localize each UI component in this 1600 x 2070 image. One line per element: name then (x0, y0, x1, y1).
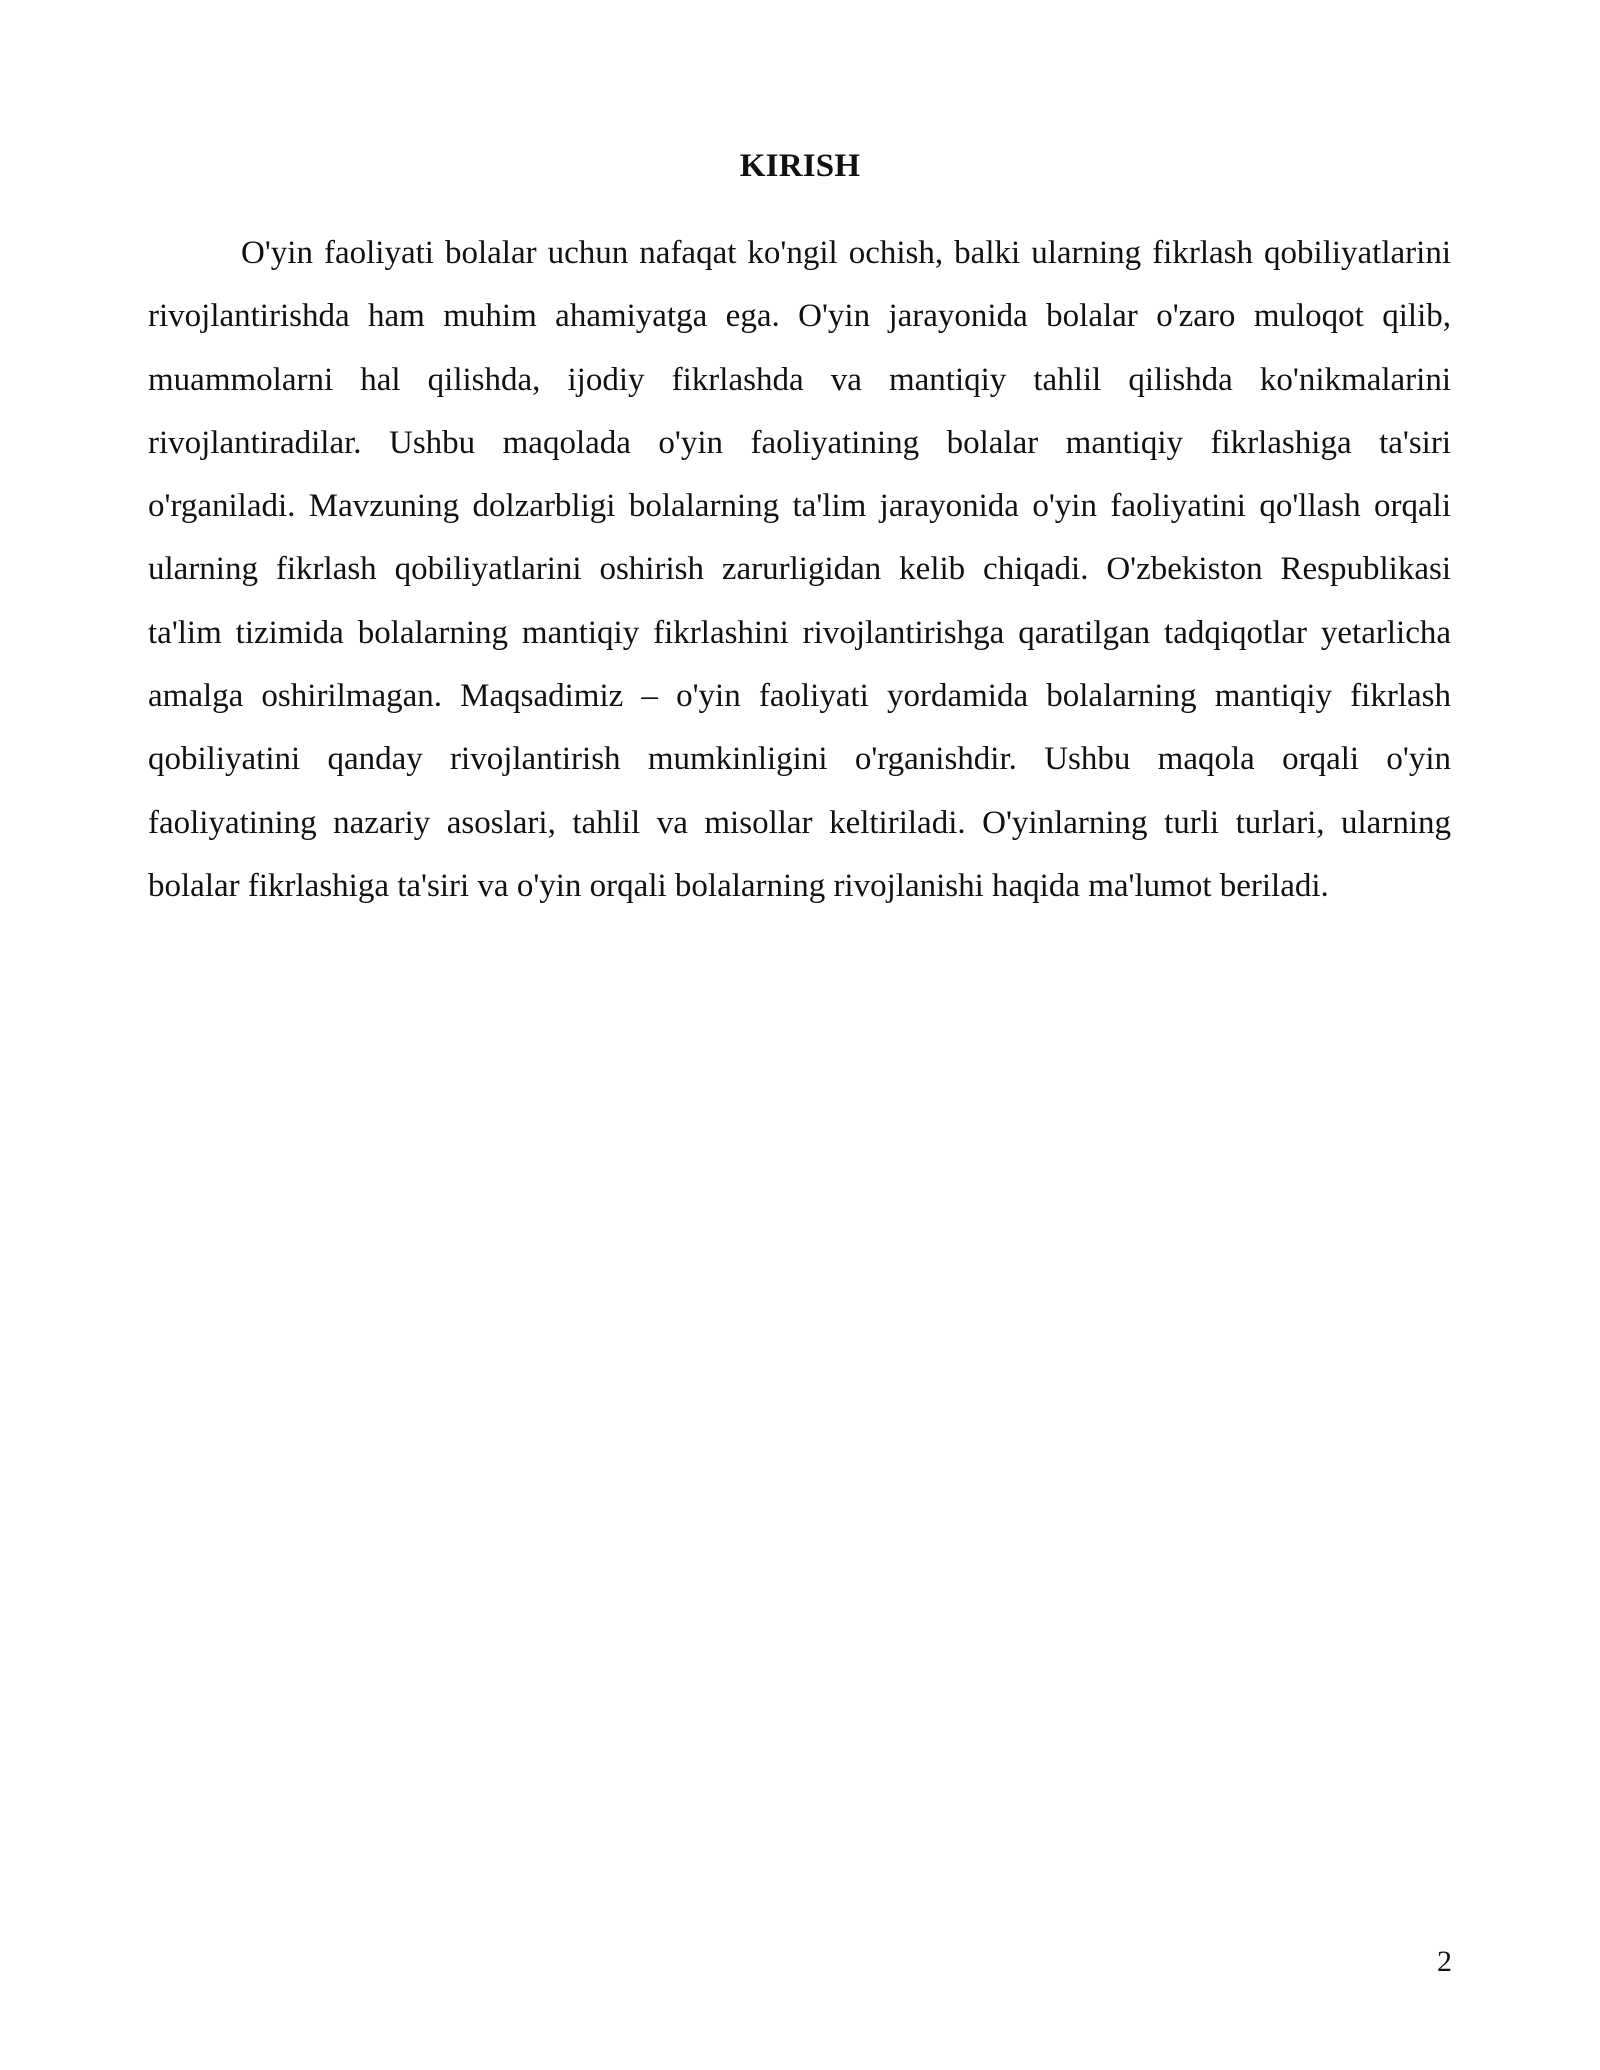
section-heading: KIRISH (739, 148, 861, 184)
page-number: 2 (1437, 1945, 1452, 1978)
body-paragraph: O'yin faoliyati bolalar uchun nafaqat ko'ngil ochish, balki ularning fikrlash qobiliyatlarini rivojlantirishda ham muhim ahamiyatga ega. O'yin jarayonida bolalar o'zaro muloqot qilib, muammolarni hal qilishda, ijodiy fikrlashda va mantiqiy tahlil qilishda ko'nikmalarini rivojlantiradilar. Ushbu maqolada o'yin faoliyatining bolalar mantiqiy fikrlashiga ta'siri o'rganiladi. Mavzuning dolzarbligi bolalarning ta'lim jarayonida o'yin faoliyatini qo'llash orqali ularning fikrlash qobiliyatlarini oshirish zarurligidan kelib chiqadi. O'zbekiston Respublikasi ta'lim tizimida bolalarning mantiqiy fikrlashini rivojlantirishga qaratilgan tadqiqotlar yetarlicha amalga oshirilmagan. Maqsadimiz – o'yin faoliyati yordamida bolalarning mantiqiy fikrlash qobiliyatini qanday rivojlantirish mumkinligini o'rganishdir. Ushbu maqola orqali o'yin faoliyatining nazariy asoslari, tahlil va misollar keltiriladi. O'yinlarning turli turlari, ularning bolalar fikrlashiga ta'siri va o'yin orqali bolalarning rivojlanishi haqida ma'lumot beriladi. (148, 235, 1451, 904)
